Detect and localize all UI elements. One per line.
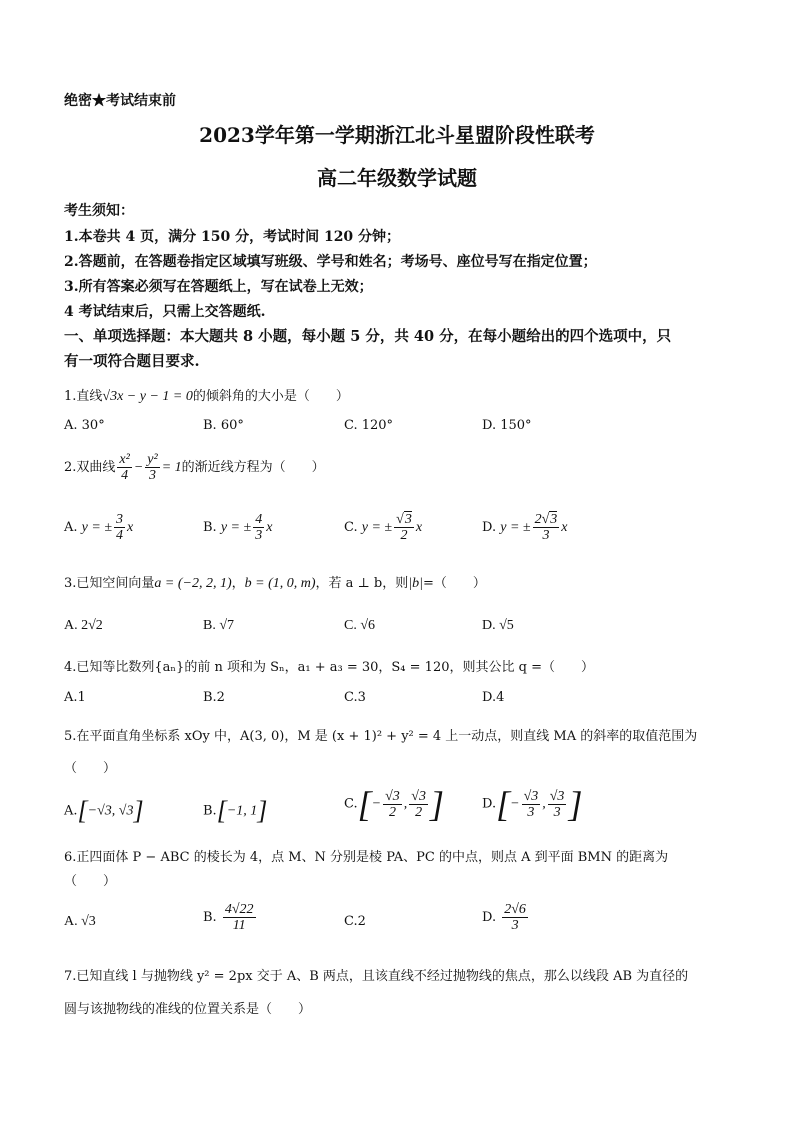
q6-option-c: C.2 bbox=[344, 914, 366, 929]
q1-option-c: C. 120° bbox=[344, 418, 394, 433]
question-2: 2.双曲线 $\frac{\text{x²}}{4}$ − $\frac{\text{y²}}{3}$ = 1的渐近线方程为（ ） bbox=[64, 452, 325, 483]
question-7-line2: 圆与该抛物线的准线的位置关系是（ ） bbox=[64, 1002, 312, 1017]
q3-option-a: A. 2√2 bbox=[64, 618, 103, 633]
question-3: 3.已知空间向量a = (−2, 2, 1)，b = (1, 0, m)，若 a ⊥ b，则|b|=（ ） bbox=[64, 576, 486, 591]
question-5: 5.在平面直角坐标系 xOy 中，A(3, 0)，M 是 (x + 1)² + y² = 4 上一动点，则直线 MA 的斜率的取值范围为 bbox=[64, 729, 698, 744]
q2-option-a: A. y = ± $\frac{3}{4}$ x bbox=[64, 512, 134, 543]
q3-option-d: D. √5 bbox=[482, 618, 514, 633]
section1-instruction-line2: 有一项符合题目要求. bbox=[64, 353, 200, 370]
question-7-line1: 7.已知直线 l 与抛物线 y² = 2px 交于 A、B 两点，且该直线不经过抛物线的焦点，那么以线段 AB 为直径的 bbox=[64, 969, 689, 984]
q2-option-c: C. y = ± $\frac{√3}{2}$ x bbox=[344, 512, 423, 543]
q6-option-b: B. $\frac{4√22}{11}$ bbox=[203, 902, 254, 933]
q1-option-b: B. 60° bbox=[203, 418, 244, 433]
q6-answer-blank: （ ） bbox=[64, 874, 117, 889]
question-4: 4.已知等比数列{aₙ}的前 n 项和为 Sₙ，a₁ + a₃ = 30，S₄ = 120，则其公比 q =（ ） bbox=[64, 660, 594, 675]
q3-option-b: B. √7 bbox=[203, 618, 235, 633]
q5-option-c: C.[− $\frac{√3}{2}$ , $\frac{√3}{2}$ ] bbox=[344, 784, 444, 824]
q4-option-c: C.3 bbox=[344, 690, 366, 705]
q2-option-d: D. y = ± $\frac{2√3}{3}$ x bbox=[482, 512, 568, 543]
notice-item-4: 4 考试结束后，只需上交答题纸. bbox=[64, 304, 266, 320]
q2-option-b: B. y = ± $\frac{4}{3}$ x bbox=[203, 512, 273, 543]
section1-instruction-line1: 一、单项选择题：本大题共 8 小题，每小题 5 分，共 40 分，在每小题给出的四个选项中，只 bbox=[64, 328, 672, 345]
q1-option-d: D. 150° bbox=[482, 418, 532, 433]
notice-item-1: 1.本卷共 4 页，满分 150 分，考试时间 120 分钟； bbox=[64, 229, 401, 245]
q4-option-b: B.2 bbox=[203, 690, 225, 705]
notice-item-2: 2.答题前，在答题卷指定区域填写班级、学号和姓名；考场号、座位号写在指定位置； bbox=[64, 254, 597, 270]
notice-heading: 考生须知： bbox=[64, 203, 134, 219]
question-1: 1.直线√3x − y − 1 = 0的倾斜角的大小是（ ） bbox=[64, 389, 349, 404]
q4-option-d: D.4 bbox=[482, 690, 505, 705]
question-6: 6.正四面体 P − ABC 的棱长为 4，点 M、N 分别是棱 PA、PC 的中点，则点 A 到平面 BMN 的距离为 bbox=[64, 850, 669, 865]
q5-answer-blank: （ ） bbox=[64, 761, 117, 776]
exam-title: 2023学年第一学期浙江北斗星盟阶段性联考 bbox=[199, 123, 595, 147]
q1-equation: √3x − y − 1 = 0 bbox=[102, 389, 193, 404]
q4-option-a: A.1 bbox=[64, 690, 86, 705]
q3-option-c: C. √6 bbox=[344, 618, 376, 633]
q5-option-d: D.[− $\frac{√3}{3}$ , $\frac{√3}{3}$ ] bbox=[482, 784, 583, 824]
notice-item-3: 3.所有答案必须写在答题纸上，写在试卷上无效； bbox=[64, 279, 373, 295]
exam-subtitle: 高二年级数学试题 bbox=[317, 166, 477, 190]
q6-option-d: D. $\frac{2√6}{3}$ bbox=[482, 902, 526, 933]
confidential-label: 绝密★考试结束前 bbox=[64, 93, 176, 109]
q5-option-b: B.[−1, 1] bbox=[203, 796, 268, 825]
q1-option-a: A. 30° bbox=[64, 418, 105, 433]
q6-option-a: A. √3 bbox=[64, 914, 96, 929]
q5-option-a: A.[−√3, √3] bbox=[64, 796, 144, 825]
